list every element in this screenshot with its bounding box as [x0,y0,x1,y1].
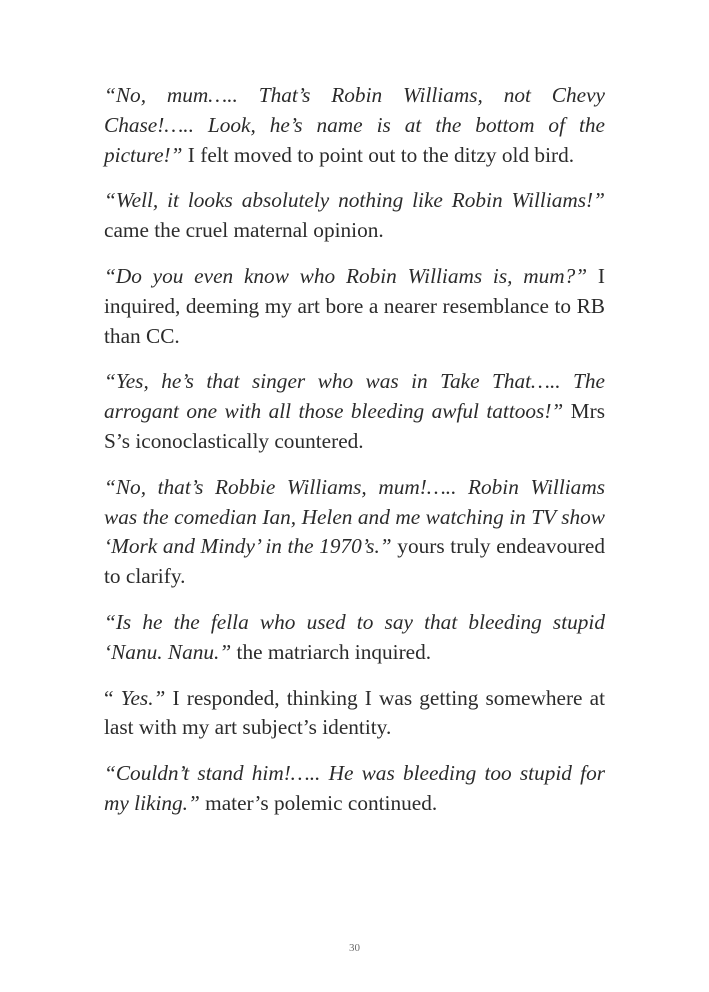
opening-quote-mark: “ [104,685,121,710]
narration-text: I felt moved to point out to the ditzy old bird. [182,142,575,167]
dialogue-quote: “Is he the fella who used to say that bleeding stupid ‘Nanu. Nanu.” [104,609,605,664]
paragraph [104,81,605,170]
dialogue-quote: “No, mum….. That’s Robin Williams, not Chevy Chase!….. Look, he’s name is at the bottom of the picture!” [104,83,605,167]
narration-text: I responded, thinking I was getting somewhere at last with my art subject’s identity. [104,685,605,740]
narration-text: the matriarch inquired. [231,639,432,664]
dialogue-quote: “Yes, he’s that singer who was in Take That….. The arrogant one with all those bleeding awful tattoos!” [104,369,605,424]
narration-text: I inquired, deeming my art bore a nearer resemblance to RB than CC. [104,263,606,348]
paragraph [104,262,605,351]
paragraph [104,367,605,456]
narration-text: Mrs S’s iconoclastically countered. [104,399,605,453]
paragraph [104,473,605,592]
paragraph [104,608,605,668]
page-number: 30 [349,942,360,954]
dialogue-quote: “No, that’s Robbie Williams, mum!….. Robin Williams was the comedian Ian, Helen and me watching in TV show ‘Mork and Mindy’ in the 1970’s.” [104,474,605,559]
narration-text: mater’s polemic continued. [199,790,438,815]
narration-text: yours truly endeavoured to clarify. [104,534,605,589]
dialogue-quote: Yes.” [120,685,166,710]
dialogue-quote: “Couldn’t stand him!….. He was bleeding too stupid for my liking.” [104,761,605,815]
dialogue-quote: “Well, it looks absolutely nothing like Robin Williams!” [104,188,605,213]
dialogue-quote: “Do you even know who Robin Williams is, mum?” [104,263,588,288]
page-body [104,81,605,835]
paragraph [104,759,605,819]
narration-text: came the cruel maternal opinion. [104,218,384,243]
paragraph [104,186,605,246]
paragraph [104,684,605,744]
